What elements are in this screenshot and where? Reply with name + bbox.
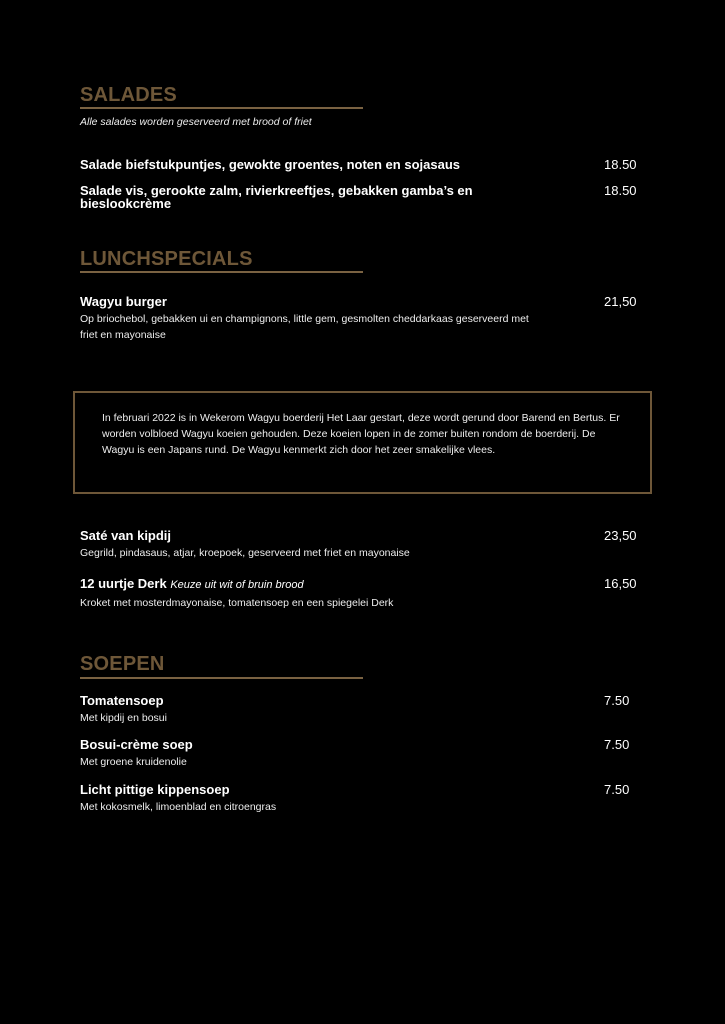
item-description: Gegrild, pindasaus, atjar, kroepoek, geserveerd met friet en mayonaise: [80, 547, 410, 559]
menu-item: [80, 577, 650, 611]
menu-item: [80, 184, 650, 210]
item-price: 7.50: [604, 693, 630, 708]
menu-item: [80, 738, 650, 770]
item-name: Tomatensoep: [80, 693, 164, 708]
item-description: Kroket met mosterdmayonaise, tomatensoep en een spiegelei Derk: [80, 597, 394, 609]
item-name: Wagyu burger: [80, 294, 167, 309]
section-subtitle: Alle salades worden geserveerd met brood of friet: [80, 116, 312, 128]
section-divider: [80, 677, 363, 679]
menu-item: [80, 529, 650, 561]
item-name: Salade vis, gerookte zalm, rivierkreeftjes, gebakken gamba’s en bieslookcrème: [80, 183, 473, 211]
section-divider: [80, 107, 363, 109]
item-description: Op briochebol, gebakken ui en champignons, little gem, gesmolten cheddarkaas geserveerd met friet en mayonaise: [80, 313, 529, 341]
item-description: Met groene kruidenolie: [80, 756, 187, 768]
menu-item: [80, 295, 650, 343]
item-price: 7.50: [604, 737, 630, 752]
section-title-soepen: SOEPEN: [80, 653, 165, 675]
item-price: 21,50: [604, 294, 637, 309]
menu-item: [80, 783, 650, 815]
section-title-salades: SALADES: [80, 84, 177, 106]
item-name: Saté van kipdij: [80, 528, 172, 543]
item-note: Keuze uit wit of bruin brood: [170, 579, 304, 591]
item-price: 18.50: [604, 183, 637, 198]
item-description: Met kipdij en bosui: [80, 712, 167, 724]
menu-item: [80, 694, 650, 726]
item-price: 18.50: [604, 157, 637, 172]
info-box: [73, 391, 652, 494]
item-price: 16,50: [604, 576, 637, 591]
section-divider: [80, 271, 363, 273]
item-description: Met kokosmelk, limoenblad en citroengras: [80, 801, 277, 813]
section-title-lunchspecials: LUNCHSPECIALS: [80, 248, 253, 270]
item-price: 7.50: [604, 782, 630, 797]
item-name: Salade biefstukpuntjes, gewokte groentes, noten en sojasaus: [80, 157, 460, 172]
info-text: In februari 2022 is in Wekerom Wagyu boerderij Het Laar gestart, deze wordt gerund door Barend en Bertus. Er worden volbloed Wagyu koeien gehouden. Deze koeien lopen in de zomer buiten rondom de boerderij. De Wagyu is een Japans rund. De Wagyu kenmerkt zich door het zeer smakelijke vlees.: [102, 412, 620, 456]
item-name: Licht pittige kippensoep: [80, 782, 230, 797]
menu-item: [80, 158, 650, 171]
item-name: 12 uurtje Derk: [80, 576, 167, 591]
item-price: 23,50: [604, 528, 637, 543]
item-name: Bosui-crème soep: [80, 737, 193, 752]
